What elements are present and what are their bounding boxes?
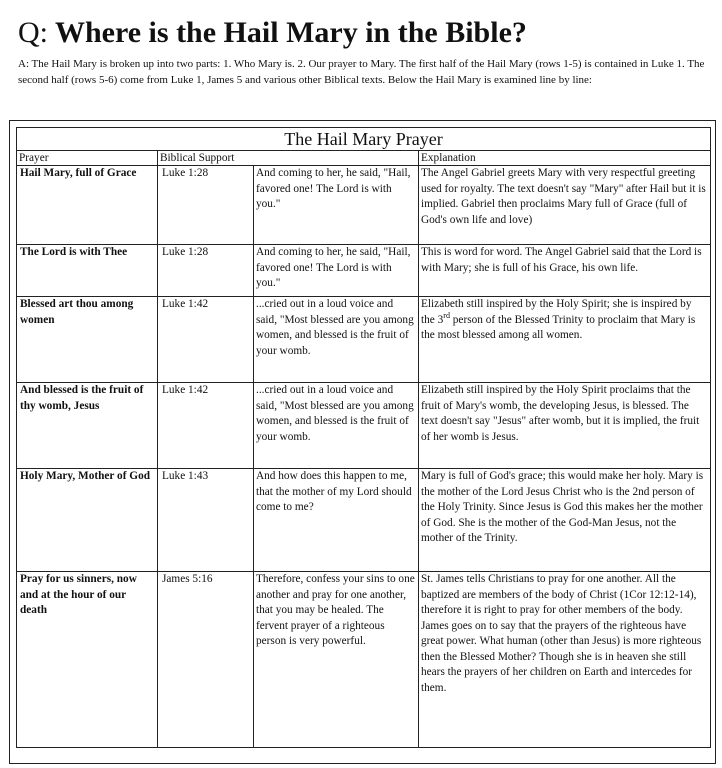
scripture-reference: Luke 1:28	[158, 245, 254, 297]
scripture-quote: Therefore, confess your sins to one another and pray for one another, that you may be healed. The fervent prayer of a righteous person is very powerful.	[254, 572, 419, 748]
question-text: Where is the Hail Mary in the Bible?	[54, 16, 527, 49]
scripture-quote: ...cried out in a loud voice and said, "Most blessed are you among women, and blessed is the fruit of your womb.	[254, 383, 419, 469]
header-prayer: Prayer	[17, 151, 158, 166]
scripture-quote: And how does this happen to me, that the mother of my Lord should come to me?	[254, 469, 419, 572]
question-heading	[18, 14, 527, 52]
scripture-quote: And coming to her, he said, "Hail, favored one! The Lord is with you."	[254, 245, 419, 297]
question-prefix: Q:	[18, 16, 48, 49]
table-row	[17, 469, 711, 572]
hail-mary-table	[16, 127, 711, 748]
explanation-text: This is word for word. The Angel Gabriel said that the Lord is with Mary; she is full of his Grace, his own life.	[419, 245, 711, 297]
explanation-text: St. James tells Christians to pray for one another. All the baptized are members of the body of Christ (1Cor 12:12-14), therefore it is right to pray for other members of the body. James goes on to say that the prayers of the righteous have great power. What human (other than Jesus) is more righteous then the Blessed Mother? Though she is in heaven she still hears the prayers of her children on Earth and intercedes for them.	[419, 572, 711, 748]
prayer-line: And blessed is the fruit of thy womb, Jesus	[17, 383, 158, 469]
explanation-text: The Angel Gabriel greets Mary with very respectful greeting used for royalty. The text doesn't say "Mary" after Hail but it is implied. Gabriel then proclaims Mary full of Grace (full of God's own life and love)	[419, 166, 711, 245]
scripture-quote: And coming to her, he said, "Hail, favored one! The Lord is with you."	[254, 166, 419, 245]
table-row	[17, 166, 711, 245]
table-title: The Hail Mary Prayer	[17, 128, 711, 151]
scripture-reference: Luke 1:43	[158, 469, 254, 572]
explanation-text: Elizabeth still inspired by the Holy Spirit proclaims that the fruit of Mary's womb, the developing Jesus, is blessed. The text doesn't say "Jesus" after womb, but it is implied, the fruit of her womb is Jesus.	[419, 383, 711, 469]
prayer-line: Hail Mary, full of Grace	[17, 166, 158, 245]
scripture-reference: Luke 1:42	[158, 383, 254, 469]
scripture-reference: Luke 1:28	[158, 166, 254, 245]
answer-paragraph: A: The Hail Mary is broken up into two parts: 1. Who Mary is. 2. Our prayer to Mary. The first half of the Hail Mary (rows 1-5) is contained in Luke 1. The second half (rows 5-6) come from Luke 1, James 5 and various other Biblical texts. Below the Hail Mary is examined line by line:	[18, 58, 705, 86]
table-row	[17, 383, 711, 469]
table-row	[17, 245, 711, 297]
header-explanation: Explanation	[419, 151, 711, 166]
explanation-text: Mary is full of God's grace; this would make her holy. Mary is the mother of the Lord Jesus Christ who is the 2nd person of the Holy Trinity. Since Jesus is God this makes her the mother of God. She is the mother of the God-Man Jesus, not the mother of the Trinity.	[419, 469, 711, 572]
scripture-reference: James 5:16	[158, 572, 254, 748]
prayer-line: The Lord is with Thee	[17, 245, 158, 297]
prayer-line: Blessed art thou among women	[17, 297, 158, 383]
prayer-line: Pray for us sinners, now and at the hour of our death	[17, 572, 158, 748]
header-biblical-support: Biblical Support	[158, 151, 419, 166]
scripture-reference: Luke 1:42	[158, 297, 254, 383]
scripture-quote: ...cried out in a loud voice and said, "Most blessed are you among women, and blessed is the fruit of your womb.	[254, 297, 419, 383]
explanation-text: Elizabeth still inspired by the Holy Spirit; she is inspired by the 3rd person of the Blessed Trinity to proclaim that Mary is the most blessed among all women.	[419, 297, 711, 383]
table-row	[17, 572, 711, 748]
prayer-line: Holy Mary, Mother of God	[17, 469, 158, 572]
table-row	[17, 297, 711, 383]
